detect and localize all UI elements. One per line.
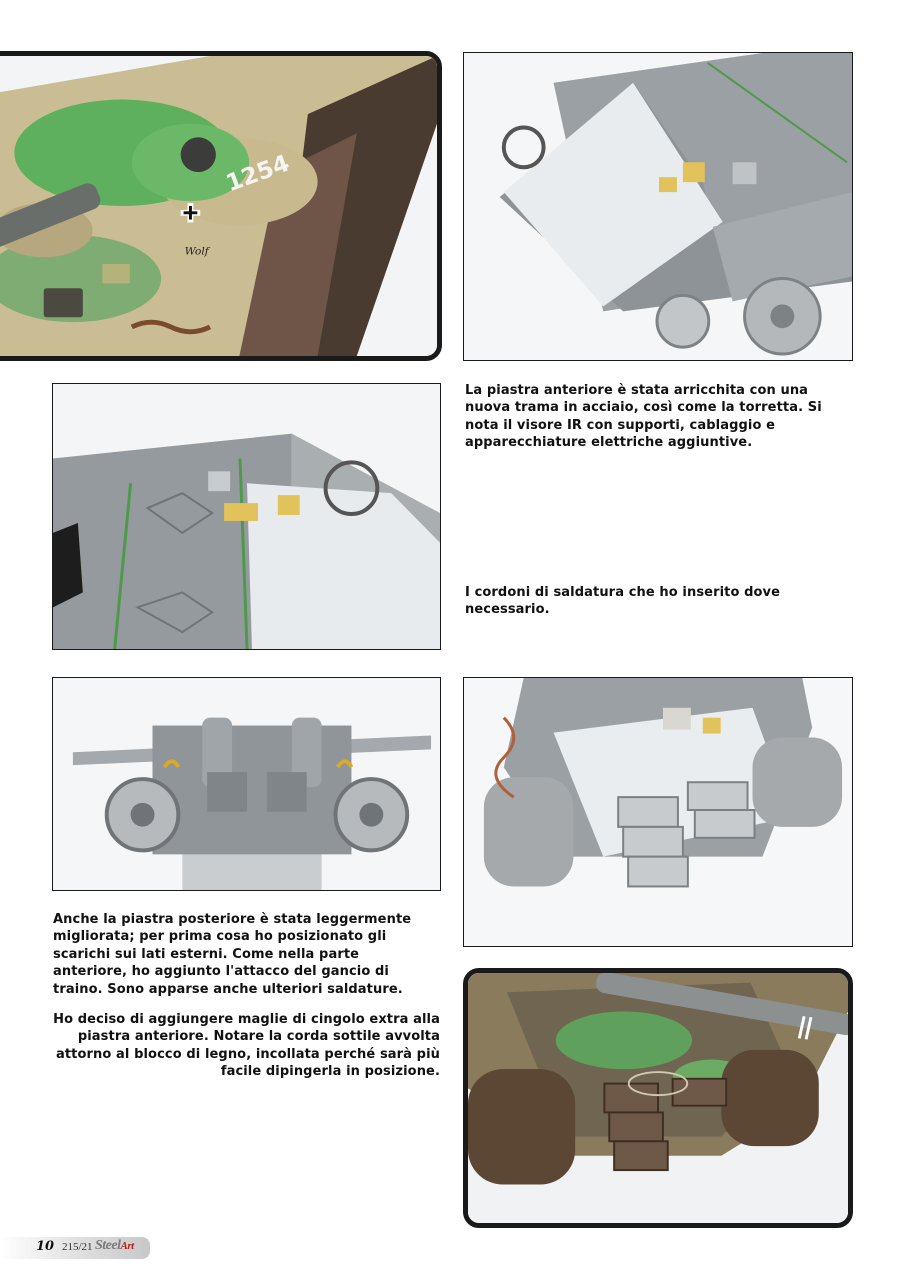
photo-extra-track-links-grey (463, 677, 853, 947)
magazine-name: Steel (95, 1238, 121, 1253)
issue-number: 215/21 (62, 1241, 93, 1253)
photo-weld-seams (52, 383, 441, 650)
photo-front-plate-texture (463, 52, 853, 361)
page-number: 10 (36, 1239, 55, 1254)
caption-rear-plate: Anche la piastra posteriore è stata leggermente migliorata; per prima cosa ho posizionato gli scarichi sui lati esterni. Come nella parte anteriore, ho aggiunto l'attacco del gancio di traino. Sono apparse anche ulteriori saldature. (53, 912, 412, 997)
caption-extra-track-links: Ho deciso di aggiungere maglie di cingolo extra alla piastra anteriore. Notare la corda sottile avvolta attorno al blocco di legno, incollata perché sarà più facile dipingerla in posizione. (53, 1012, 440, 1080)
magazine-name-suffix: Art (120, 1240, 134, 1252)
caption-front-plate: La piastra anteriore è stata arricchita con una nuova trama in acciaio, così come la torretta. Si nota il visore IR con supporti, cablaggio e apparecchiature elettriche aggiuntive. (465, 383, 822, 451)
photo-extra-track-links-painted (463, 968, 853, 1228)
caption-weld-seams: I cordoni di saldatura che ho inserito dove necessario. (465, 585, 781, 618)
page-footer (0, 1237, 150, 1259)
photo-rear-plate (52, 677, 441, 891)
photo-painted-turret (0, 51, 442, 361)
magazine-logo (95, 1238, 134, 1254)
turret-number-marking: 1254 (222, 148, 294, 198)
turret-name-marking: Wolf (184, 244, 209, 258)
